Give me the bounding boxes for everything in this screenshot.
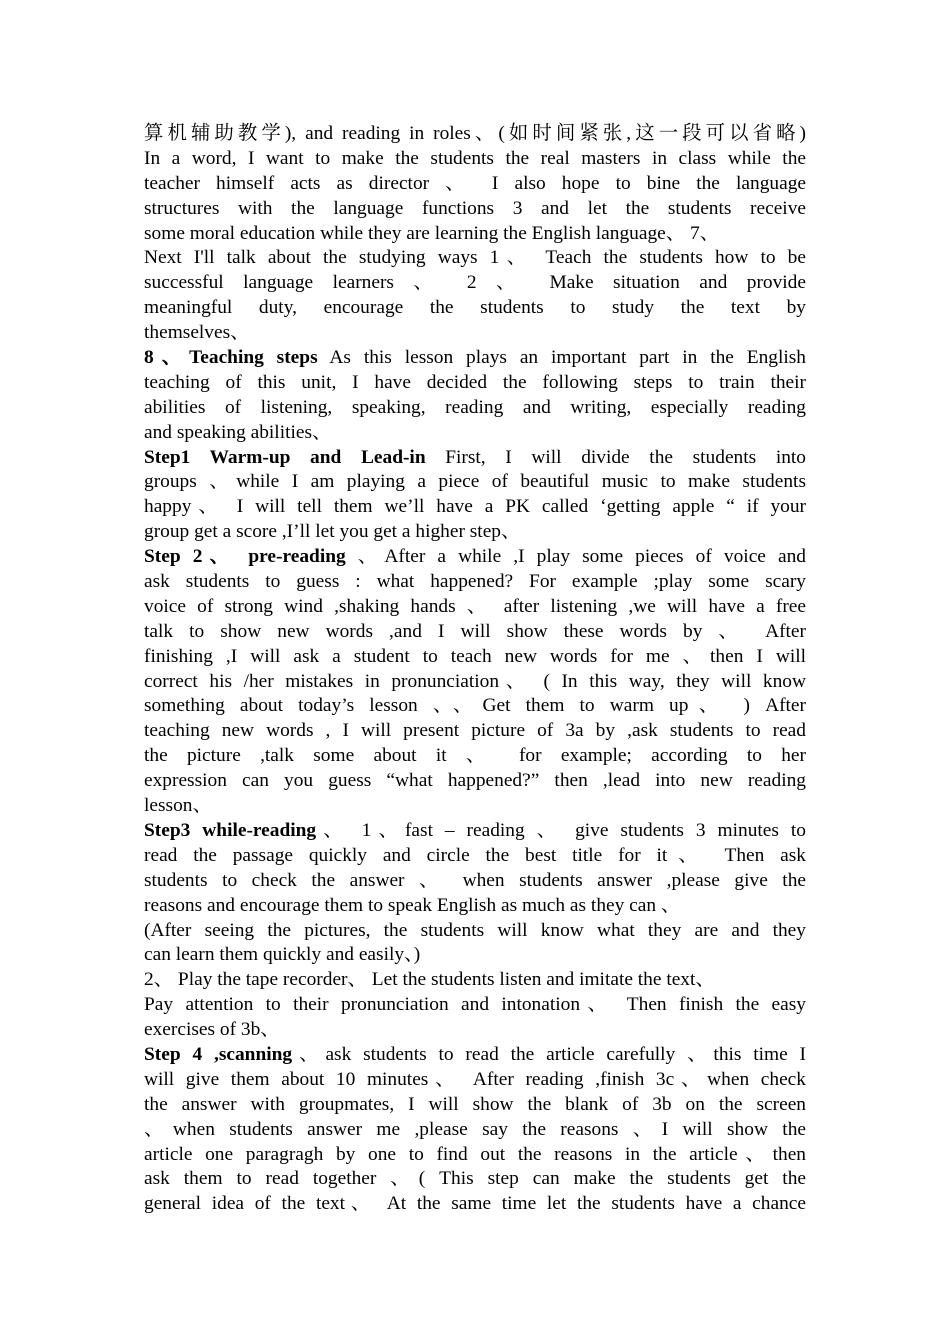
text-run: abilities of listening, speaking, reading and writing, especially reading xyxy=(144,396,806,418)
text-run: talk to show new words ,and I will show these words by 、 After xyxy=(144,620,806,642)
text-line xyxy=(144,1068,806,1093)
text-line xyxy=(144,620,806,645)
text-line xyxy=(144,819,806,844)
text-line xyxy=(144,197,806,222)
text-line xyxy=(144,1118,806,1143)
text-run: teaching of this unit, I have decided the following steps to train their xyxy=(144,371,806,393)
text-run: general idea of the text、 At the same time let the students have a chance xyxy=(144,1193,806,1215)
text-line xyxy=(144,147,806,172)
text-run: 2、 Play the tape recorder、 Let the students listen and imitate the text、 xyxy=(144,969,715,991)
heading-run: Step3 while-reading xyxy=(144,819,317,841)
text-line xyxy=(144,1093,806,1118)
text-line xyxy=(144,844,806,869)
text-run: can learn them quickly and easily、) xyxy=(144,944,421,966)
text-line xyxy=(144,595,806,620)
text-run: group get a score ,I’ll let you get a higher step、 xyxy=(144,521,521,543)
heading-run: Step1 Warm-up and Lead-in xyxy=(144,446,426,468)
text-run: Pay attention to their pronunciation and intonation、 Then finish the easy xyxy=(144,994,806,1016)
text-line xyxy=(144,794,806,819)
text-line xyxy=(144,993,806,1018)
text-line xyxy=(144,943,806,968)
text-run: finishing ,I will ask a student to teach new words for me 、then I will xyxy=(144,645,806,667)
text-run: teaching new words , I will present picture of 3a by ,ask students to read xyxy=(144,720,806,742)
text-line xyxy=(144,645,806,670)
heading-run: Step 4 ,scanning xyxy=(144,1043,293,1065)
text-run: teacher himself acts as director 、 I also hope to bine the language xyxy=(144,172,806,194)
text-run: voice of strong wind ,shaking hands 、 after listening ,we will have a free xyxy=(144,595,806,617)
text-line xyxy=(144,296,806,321)
text-line xyxy=(144,421,806,446)
text-line xyxy=(144,172,806,197)
text-line xyxy=(144,371,806,396)
text-run: themselves、 xyxy=(144,322,250,344)
text-run: First, I will divide the students into xyxy=(425,446,806,468)
text-line xyxy=(144,495,806,520)
text-line xyxy=(144,670,806,695)
text-run: 、 1、fast – reading 、 give students 3 minutes to xyxy=(316,819,806,841)
text-run: article one paragragh by one to find out the reasons in the article、then xyxy=(144,1143,806,1165)
text-run: something about today’s lesson 、、Get them to warm up、 ) After xyxy=(144,695,806,717)
text-line xyxy=(144,520,806,545)
text-line xyxy=(144,919,806,944)
text-run: structures with the language functions 3 and let the students receive xyxy=(144,197,806,219)
text-run: read the passage quickly and circle the best title for it、 Then ask xyxy=(144,844,806,866)
text-run: Next I'll talk about the studying ways 1、 Teach the students how to be xyxy=(144,247,806,269)
text-line xyxy=(144,246,806,271)
text-run: happy、 I will tell them we’ll have a PK called ‘getting apple “ if your xyxy=(144,496,806,518)
text-run: exercises of 3b、 xyxy=(144,1019,280,1041)
text-line xyxy=(144,271,806,296)
text-line xyxy=(144,396,806,421)
text-line xyxy=(144,321,806,346)
text-line xyxy=(144,1018,806,1043)
text-line xyxy=(144,470,806,495)
text-run: As this lesson plays an important part in the English xyxy=(317,347,806,369)
text-run: 、when students answer me ,please say the reasons 、I will show the xyxy=(144,1118,806,1140)
text-run: 算机辅助教学), and reading in roles、(如时间紧张,这一段可以省略) xyxy=(144,123,806,144)
text-line xyxy=(144,1043,806,1068)
text-run: ask students to guess : what happened? For example ;play some scary xyxy=(144,571,806,593)
text-line xyxy=(144,894,806,919)
text-line xyxy=(144,446,806,471)
text-run: students to check the answer 、 when students answer ,please give the xyxy=(144,869,806,891)
text-run: the picture ,talk some about it 、 for example; according to her xyxy=(144,745,806,767)
text-run: In a word, I want to make the students the real masters in class while the xyxy=(144,147,806,169)
text-line xyxy=(144,968,806,993)
text-run: successful language learners 、 2 、 Make situation and provide xyxy=(144,272,806,294)
text-run: the answer with groupmates, I will show the blank of 3b on the screen xyxy=(144,1093,806,1115)
text-run: 、After a while ,I play some pieces of voice and xyxy=(345,546,806,568)
heading-run: 8、Teaching steps xyxy=(144,347,318,369)
text-line xyxy=(144,869,806,894)
text-line xyxy=(144,222,806,247)
text-run: and speaking abilities、 xyxy=(144,421,332,443)
text-line xyxy=(144,744,806,769)
text-line xyxy=(144,769,806,794)
text-run: 、ask students to read the article carefully 、this time I xyxy=(292,1043,807,1065)
text-run: will give them about 10 minutes、 After reading ,finish 3c、when check xyxy=(144,1068,806,1090)
text-run: meaningful duty, encourage the students to study the text by xyxy=(144,297,806,319)
text-line xyxy=(144,694,806,719)
text-line xyxy=(144,570,806,595)
text-run: groups 、while I am playing a piece of beautiful music to make students xyxy=(144,471,806,493)
text-line xyxy=(144,1143,806,1168)
text-run: some moral education while they are learning the English language、 7、 xyxy=(144,222,720,244)
text-run: correct his /her mistakes in pronunciation、 ( In this way, they will know xyxy=(144,670,806,692)
text-line xyxy=(144,719,806,744)
text-run: reasons and encourage them to speak English as much as they can 、 xyxy=(144,894,681,916)
text-run: ask them to read together 、( This step can make the students get the xyxy=(144,1168,806,1190)
text-line xyxy=(144,346,806,371)
text-run: lesson、 xyxy=(144,795,212,817)
text-line xyxy=(144,1167,806,1192)
text-run: (After seeing the pictures, the students will know what they are and they xyxy=(144,919,806,941)
heading-run: Step 2、 pre-reading xyxy=(144,546,346,568)
text-line xyxy=(144,545,806,570)
text-line xyxy=(144,122,806,147)
text-run: expression can you guess “what happened?” then ,lead into new reading xyxy=(144,770,806,792)
body-text xyxy=(144,122,806,1217)
text-line xyxy=(144,1192,806,1217)
